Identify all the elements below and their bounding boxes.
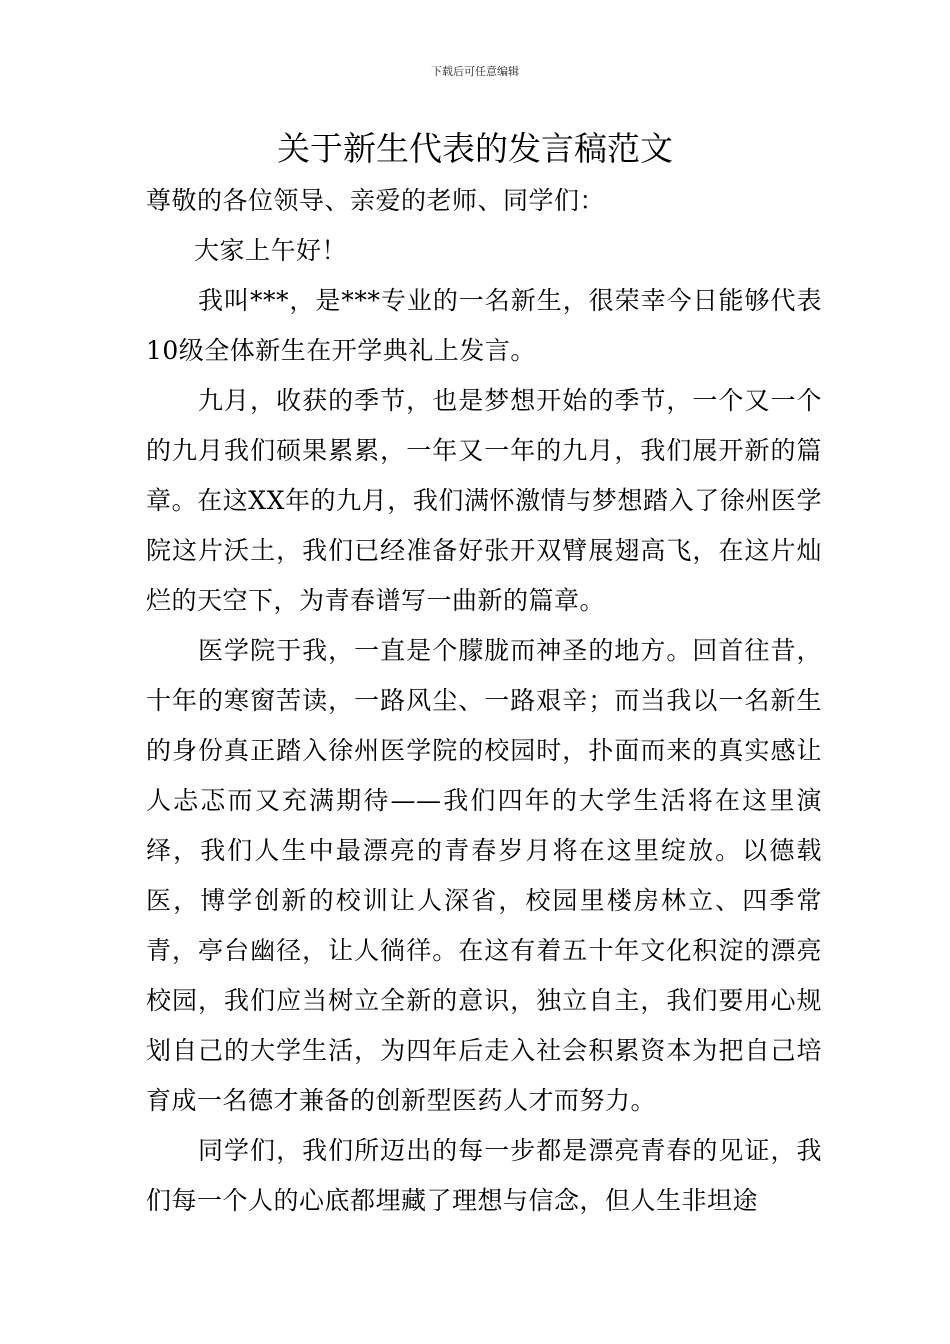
paragraph-introduction: 我叫***，是***专业的一名新生，很荣幸今日能够代表10级全体新生在开学典礼上发言。 (146, 286, 822, 365)
document-body (146, 176, 822, 1226)
paragraph-september: 九月，收获的季节，也是梦想开始的季节，一个又一个的九月我们硕果累累，一年又一年的九月，我们展开新的篇章。在这XX年的九月，我们满怀激情与梦想踏入了徐州医学院这片沃土，我们已经准备好张开双臂展翅高飞，在这片灿烂的天空下，为青春谱写一曲新的篇章。 (146, 386, 822, 615)
paragraph-classmates: 同学们，我们所迈出的每一步都是漂亮青春的见证，我们每一个人的心底都埋藏了理想与信念，但人生非坦途 (146, 1136, 822, 1215)
header-note: 下载后可任意编辑 (431, 65, 519, 78)
paragraph-medical-college: 医学院于我，一直是个朦胧而神圣的地方。回首往昔，十年的寒窗苦读，一路风尘、一路艰辛；而当我以一名新生的身份真正踏入徐州医学院的校园时，扑面而来的真实感让人忐忑而又充满期待——我们四年的大学生活将在这里演绎，我们人生中最漂亮的青春岁月将在这里绽放。以德载医，博学创新的校训让人深省，校园里楼房林立、四季常青，亭台幽径，让人徜徉。在这有着五十年文化积淀的漂亮校园，我们应当树立全新的意识，独立自主，我们要用心规划自己的大学生活，为四年后走入社会积累资本为把自己培育成一名德才兼备的创新型医药人才而努力。 (146, 636, 822, 1115)
salutation: 尊敬的各位领导、亲爱的老师、同学们： (146, 186, 606, 215)
document-title: 关于新生代表的发言稿范文 (277, 129, 673, 168)
greeting: 大家上午好！ (194, 236, 348, 265)
